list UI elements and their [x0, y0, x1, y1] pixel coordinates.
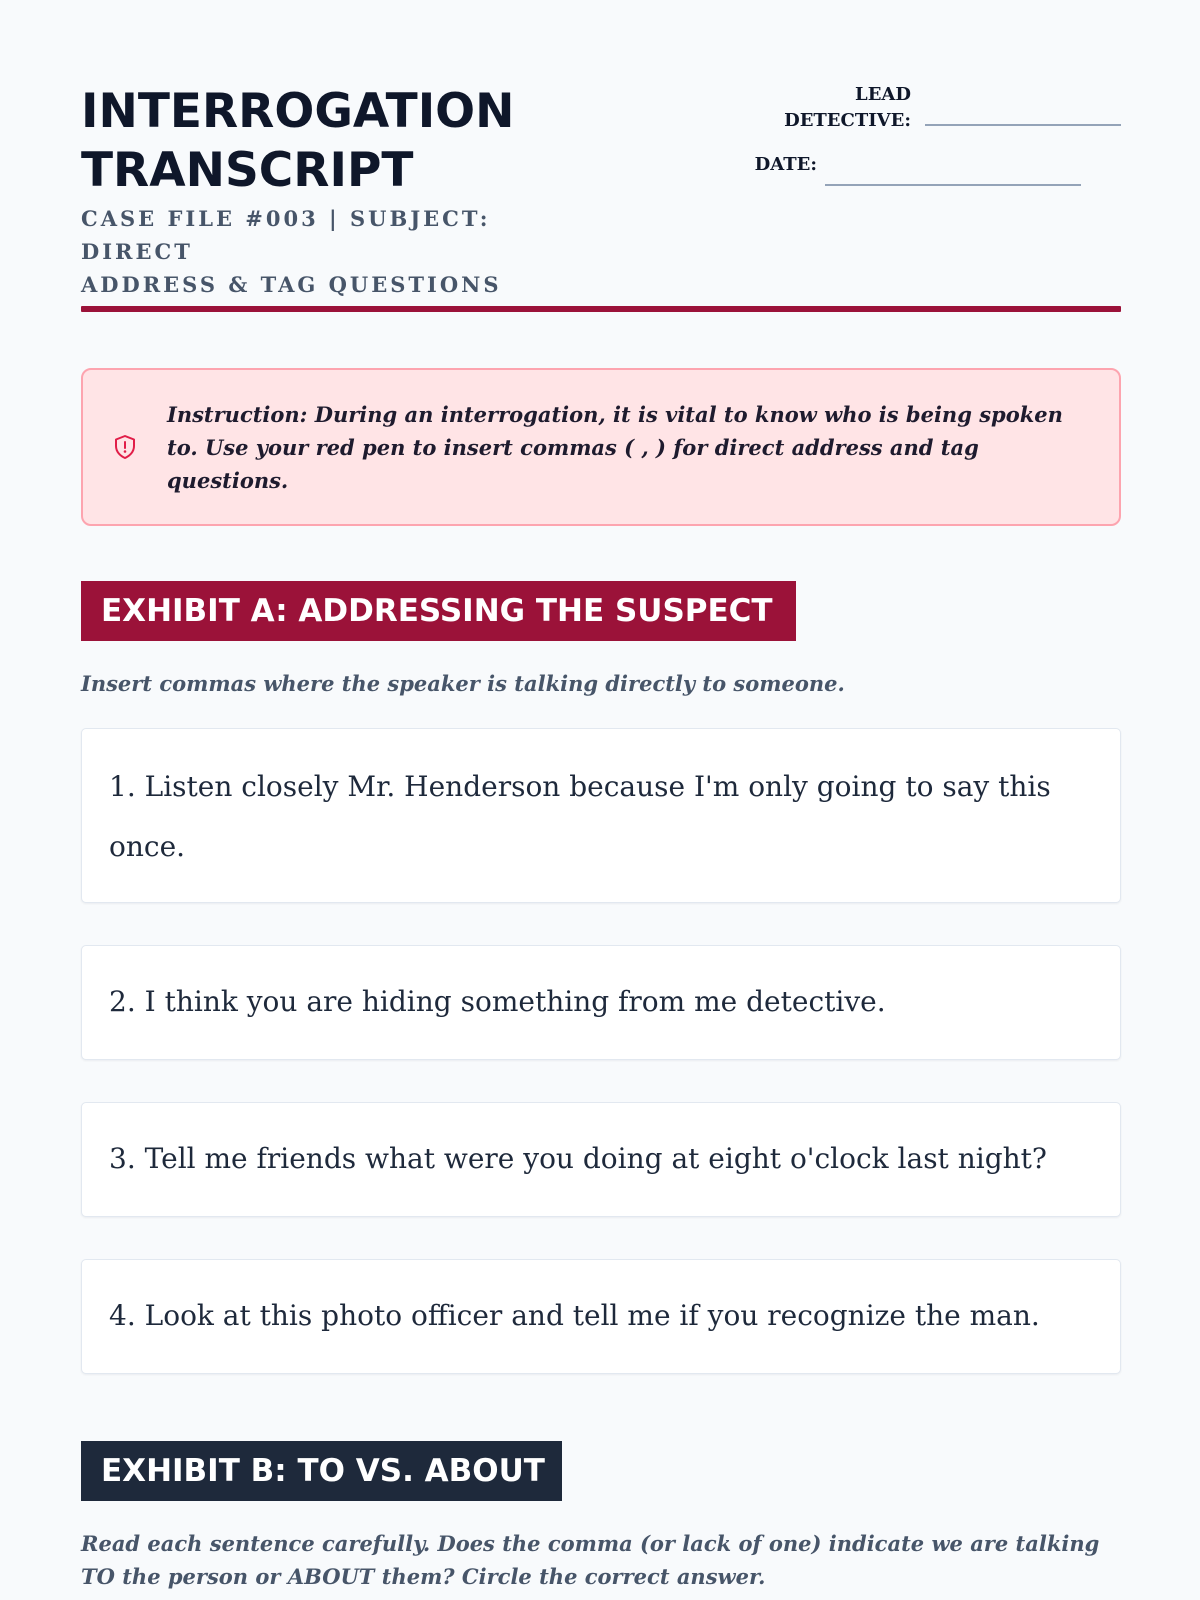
meta-fields — [661, 82, 1121, 192]
exercise-item — [81, 1102, 1121, 1217]
subtitle-line-2: ADDRESS & TAG QUESTIONS — [81, 272, 502, 297]
date-label: DATE: — [754, 154, 817, 175]
exhibit-b-title: EXHIBIT B: TO VS. ABOUT — [81, 1441, 562, 1501]
header-divider — [81, 306, 1121, 312]
title-line-1: INTERROGATION — [81, 84, 515, 139]
exercise-sentence: 1. Listen closely Mr. Henderson because I'm only going to say this once. — [109, 770, 1051, 863]
exhibit-a-note: Insert commas where the speaker is talking directly to someone. — [81, 671, 845, 696]
exercise-sentence: 2. I think you are hiding something from me detective. — [109, 985, 886, 1018]
exercise-item — [81, 1259, 1121, 1374]
shield-alert-icon — [113, 434, 137, 460]
exhibit-b-note: Read each sentence carefully. Does the comma (or lack of one) indicate we are talking TO the person or ABOUT them? Circle the correct answer. — [81, 1531, 1100, 1589]
instruction-text: Instruction: During an interrogation, it is vital to know who is being spoken to. Use your red pen to insert commas ( , ) for direct address and tag questions. — [167, 402, 1063, 493]
lead-label-line-1: LEAD — [855, 84, 911, 105]
page-title — [81, 82, 681, 200]
exercise-sentence: 3. Tell me friends what were you doing at eight o'clock last night? — [109, 1142, 1047, 1175]
exercise-item — [81, 945, 1121, 1060]
exhibit-a-title: EXHIBIT A: ADDRESSING THE SUSPECT — [81, 581, 796, 641]
exercise-sentence: 4. Look at this photo officer and tell me if you recognize the man. — [109, 1299, 1040, 1332]
case-subtitle — [81, 202, 601, 301]
lead-detective-label — [781, 82, 911, 134]
lead-label-line-2: DETECTIVE: — [784, 110, 911, 131]
header — [81, 82, 1121, 297]
lead-detective-field[interactable] — [925, 124, 1121, 126]
date-field[interactable] — [825, 184, 1081, 186]
subtitle-line-1: CASE FILE #003 | SUBJECT: DIRECT — [81, 206, 491, 264]
instruction-box — [81, 368, 1121, 526]
title-line-2: TRANSCRIPT — [81, 143, 414, 198]
exercise-item — [81, 728, 1121, 903]
worksheet-page — [81, 0, 1121, 1600]
